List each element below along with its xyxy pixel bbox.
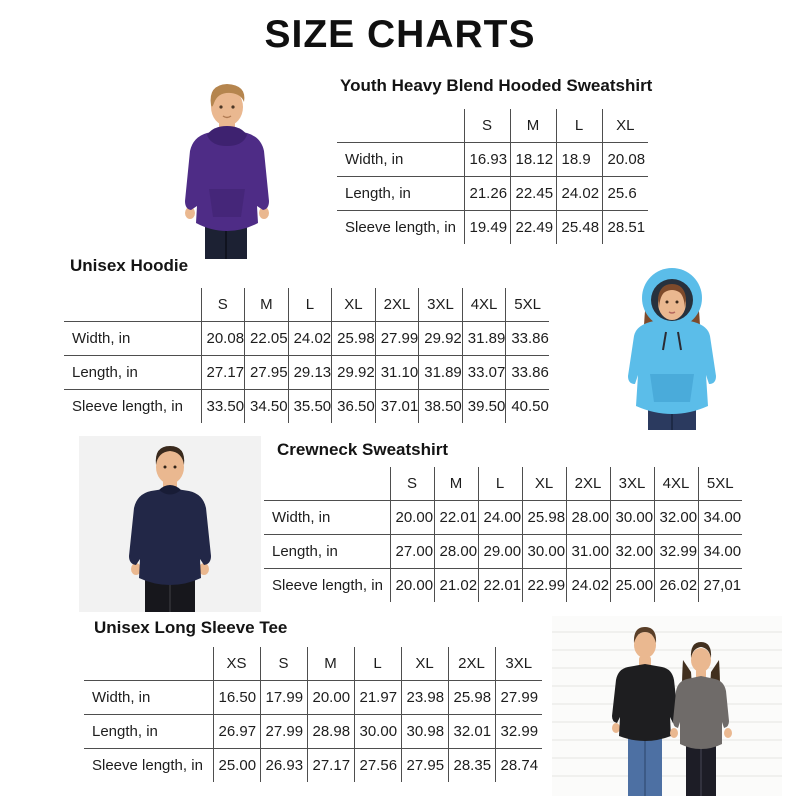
size-value-cell: 27.95 <box>245 355 289 389</box>
corner-cell <box>264 467 390 500</box>
size-value-cell: 28.00 <box>566 500 610 534</box>
row-label: Length, in <box>84 714 213 748</box>
table-row <box>64 355 549 389</box>
photo-long-sleeve-tee <box>552 616 782 796</box>
size-value-cell: 25.48 <box>556 210 602 244</box>
size-value-cell: 25.98 <box>332 321 376 355</box>
row-label: Sleeve length, in <box>337 210 464 244</box>
size-value-cell: 22.99 <box>522 568 566 602</box>
size-value-cell: 16.93 <box>464 142 510 176</box>
size-value-cell: 34.00 <box>698 500 742 534</box>
corner-cell <box>84 647 213 680</box>
navy-sweatshirt <box>129 488 211 585</box>
size-value-cell: 25.98 <box>522 500 566 534</box>
size-value-cell: 25.00 <box>213 748 260 782</box>
size-column-header: 4XL <box>654 467 698 500</box>
size-value-cell: 23.98 <box>401 680 448 714</box>
size-value-cell: 30.00 <box>522 534 566 568</box>
size-value-cell: 32.00 <box>654 500 698 534</box>
woman-eye-right <box>676 301 679 304</box>
size-column-header: S <box>464 109 510 142</box>
size-value-cell: 27.95 <box>401 748 448 782</box>
size-value-cell: 27.17 <box>307 748 354 782</box>
row-label: Width, in <box>272 508 331 526</box>
table-row <box>337 176 648 210</box>
size-value-cell: 26.02 <box>654 568 698 602</box>
table-row <box>264 500 742 534</box>
size-value-cell: 30.00 <box>610 500 654 534</box>
size-value-cell: 35.50 <box>288 389 332 423</box>
size-header-row <box>264 467 742 500</box>
size-value-cell: 27.99 <box>495 680 542 714</box>
row-label: Width, in <box>345 150 404 168</box>
size-column-header: XL <box>401 647 448 680</box>
size-value-cell: 31.00 <box>566 534 610 568</box>
size-value-cell: 22.49 <box>510 210 556 244</box>
size-value-cell: 27.99 <box>260 714 307 748</box>
kangaroo-pocket <box>209 189 245 217</box>
section-title-unisex-hoodie: Unisex Hoodie <box>70 256 189 275</box>
size-value-cell: 24.02 <box>556 176 602 210</box>
man-eye-right <box>174 466 177 469</box>
size-value-cell: 34.50 <box>245 389 289 423</box>
size-value-cell: 18.9 <box>556 142 602 176</box>
size-value-cell: 33.07 <box>462 355 506 389</box>
size-value-cell: 33.86 <box>506 355 549 389</box>
size-value-cell: 29.13 <box>288 355 332 389</box>
size-table-crewneck <box>264 467 742 602</box>
size-value-cell: 28.35 <box>448 748 495 782</box>
size-column-header: S <box>390 467 434 500</box>
size-value-cell: 27.99 <box>375 321 419 355</box>
hoodie-model-illustration <box>584 256 766 430</box>
table-row <box>264 534 742 568</box>
size-column-header: 5XL <box>506 288 549 321</box>
size-value-cell: 16.50 <box>213 680 260 714</box>
size-value-cell: 22.01 <box>478 568 522 602</box>
size-column-header: 2XL <box>448 647 495 680</box>
photo-unisex-hoodie <box>584 256 766 430</box>
boy-eye-left <box>219 105 222 108</box>
size-column-header: M <box>245 288 289 321</box>
size-value-cell: 20.08 <box>201 321 245 355</box>
size-value-cell: 33.50 <box>201 389 245 423</box>
section-title-long-sleeve-tee: Unisex Long Sleeve Tee <box>94 618 288 637</box>
woman-eye-left <box>666 301 669 304</box>
size-value-cell: 31.10 <box>375 355 419 389</box>
row-label: Width, in <box>72 329 131 347</box>
size-column-header: XL <box>602 109 648 142</box>
gray-long-sleeve-tee <box>673 676 729 749</box>
size-value-cell: 39.50 <box>462 389 506 423</box>
man2-face <box>634 632 656 658</box>
size-table-youth <box>337 109 648 244</box>
size-value-cell: 32.01 <box>448 714 495 748</box>
woman2-hand-left <box>670 728 678 738</box>
size-value-cell: 36.50 <box>332 389 376 423</box>
size-value-cell: 37.01 <box>375 389 419 423</box>
row-label: Sleeve length, in <box>64 389 201 423</box>
size-value-cell: 19.49 <box>464 210 510 244</box>
photo-crewneck-sweatshirt <box>79 436 261 612</box>
corner-cell <box>64 288 201 321</box>
size-column-header: S <box>260 647 307 680</box>
size-value-cell: 17.99 <box>260 680 307 714</box>
tee-models-illustration <box>552 616 782 796</box>
size-column-header: 5XL <box>698 467 742 500</box>
size-value-cell: 29.92 <box>332 355 376 389</box>
size-value-cell: 20.00 <box>390 568 434 602</box>
size-value-cell: 24.00 <box>478 500 522 534</box>
size-value-cell: 20.00 <box>390 500 434 534</box>
size-value-cell: 38.50 <box>419 389 463 423</box>
size-column-header: 2XL <box>375 288 419 321</box>
size-header-row <box>337 109 648 142</box>
size-value-cell: 20.08 <box>602 142 648 176</box>
table-row <box>64 389 549 423</box>
row-label: Width, in <box>92 688 151 706</box>
table-row <box>84 714 542 748</box>
size-column-header: L <box>354 647 401 680</box>
table-row <box>64 321 549 355</box>
row-label: Length, in <box>337 176 464 210</box>
table-row <box>84 748 542 782</box>
size-column-header: XL <box>522 467 566 500</box>
corner-cell <box>337 109 464 142</box>
size-column-header: M <box>307 647 354 680</box>
size-value-cell: 27,01 <box>698 568 742 602</box>
size-table-unisex-hoodie <box>64 288 549 423</box>
size-column-header: 3XL <box>419 288 463 321</box>
size-value-cell: 21.26 <box>464 176 510 210</box>
section-title-crewneck: Crewneck Sweatshirt <box>277 440 449 459</box>
size-value-cell: 30.00 <box>354 714 401 748</box>
size-value-cell: 28.98 <box>307 714 354 748</box>
youth-model-illustration <box>133 73 321 259</box>
size-column-header: 3XL <box>495 647 542 680</box>
page-title: SIZE CHARTS <box>264 13 536 56</box>
size-value-cell: 25.98 <box>448 680 495 714</box>
size-column-header: 3XL <box>610 467 654 500</box>
row-label: Sleeve length, in <box>84 748 213 782</box>
size-column-header: M <box>434 467 478 500</box>
table-row <box>264 568 742 602</box>
size-value-cell: 32.99 <box>654 534 698 568</box>
size-column-header: 2XL <box>566 467 610 500</box>
size-value-cell: 27.56 <box>354 748 401 782</box>
size-column-header: XL <box>332 288 376 321</box>
size-value-cell: 26.97 <box>213 714 260 748</box>
size-header-row <box>64 288 549 321</box>
size-value-cell: 33.86 <box>506 321 549 355</box>
size-column-header: L <box>556 109 602 142</box>
size-value-cell: 32.00 <box>610 534 654 568</box>
section-title-youth: Youth Heavy Blend Hooded Sweatshirt <box>340 76 653 95</box>
size-column-header: L <box>478 467 522 500</box>
size-value-cell: 21.02 <box>434 568 478 602</box>
man-eye-left <box>164 466 167 469</box>
size-column-header: M <box>510 109 556 142</box>
row-label: Length, in <box>264 534 390 568</box>
size-column-header: S <box>201 288 245 321</box>
boy-eye-right <box>231 105 234 108</box>
size-value-cell: 24.02 <box>566 568 610 602</box>
black-long-sleeve-tee <box>612 664 678 741</box>
kangaroo-pocket <box>650 374 694 402</box>
size-value-cell: 32.99 <box>495 714 542 748</box>
row-label: Sleeve length, in <box>264 568 390 602</box>
woman2-hand-right <box>724 728 732 738</box>
size-value-cell: 28.74 <box>495 748 542 782</box>
size-value-cell: 21.97 <box>354 680 401 714</box>
size-value-cell: 29.00 <box>478 534 522 568</box>
crewneck-model-illustration <box>79 436 261 612</box>
size-column-header: 4XL <box>462 288 506 321</box>
size-value-cell: 27.17 <box>201 355 245 389</box>
size-value-cell: 30.98 <box>401 714 448 748</box>
size-value-cell: 22.05 <box>245 321 289 355</box>
size-value-cell: 25.6 <box>602 176 648 210</box>
man2-hand-left <box>612 723 620 733</box>
size-value-cell: 24.02 <box>288 321 332 355</box>
size-value-cell: 34.00 <box>698 534 742 568</box>
size-value-cell: 25.00 <box>610 568 654 602</box>
size-value-cell: 29.92 <box>419 321 463 355</box>
size-column-header: L <box>288 288 332 321</box>
row-label: Length, in <box>64 355 201 389</box>
size-header-row <box>84 647 542 680</box>
table-row <box>337 210 648 244</box>
size-value-cell: 27.00 <box>390 534 434 568</box>
size-value-cell: 20.00 <box>307 680 354 714</box>
table-row <box>84 680 542 714</box>
table-row <box>337 142 648 176</box>
woman2-face <box>691 648 711 672</box>
size-value-cell: 22.45 <box>510 176 556 210</box>
size-table-long-sleeve-tee <box>84 647 542 782</box>
size-value-cell: 28.51 <box>602 210 648 244</box>
size-value-cell: 40.50 <box>506 389 549 423</box>
size-value-cell: 31.89 <box>462 321 506 355</box>
size-value-cell: 26.93 <box>260 748 307 782</box>
size-value-cell: 18.12 <box>510 142 556 176</box>
size-value-cell: 28.00 <box>434 534 478 568</box>
size-value-cell: 22.01 <box>434 500 478 534</box>
photo-youth-hoodie <box>133 73 321 259</box>
size-column-header: XS <box>213 647 260 680</box>
size-value-cell: 31.89 <box>419 355 463 389</box>
